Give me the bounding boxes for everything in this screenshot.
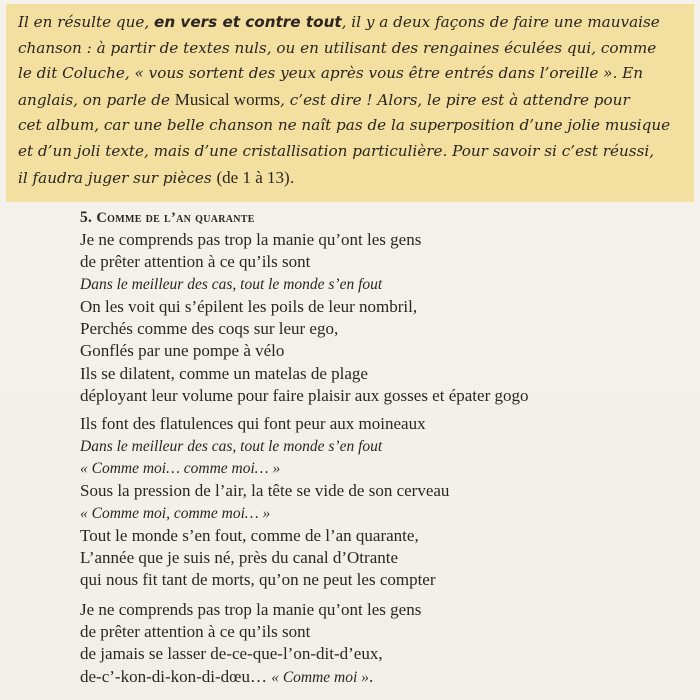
lyric-line: de jamais se lasser de-ce-que-l’on-dit-d’eux,	[80, 644, 383, 664]
lyric-text: .	[368, 666, 374, 686]
lyric-line-chorus: « Comme moi, comme moi… »	[80, 504, 271, 522]
intro-text: Il en résulte que,	[18, 13, 155, 31]
song-lyrics	[80, 207, 695, 689]
lyric-line: de prêter attention à ce qu’ils sont	[80, 622, 311, 642]
intro-text: , il y a deux façons de faire une mauvaise	[341, 13, 660, 31]
intro-text: anglais, on parle de	[18, 90, 175, 109]
lyric-quote: « Comme moi »	[271, 668, 369, 686]
intro-text: il faudra juger sur pièces	[18, 168, 217, 187]
lyric-line: On les voit qui s’épilent les poils de leur nombril,	[80, 296, 418, 316]
song-number: 5.	[80, 209, 97, 226]
song-title	[80, 207, 695, 229]
lyric-line-refrain: Dans le meilleur des cas, tout le monde s’en fout	[80, 275, 383, 293]
lyric-line: Je ne comprends pas trop la manie qu’ont les gens	[80, 599, 422, 619]
intro-term: Musical worms	[174, 89, 281, 109]
lyric-line: de prêter attention à ce qu’ils sont	[80, 252, 311, 272]
intro-line-3: le dit Coluche, « vous sortent des yeux après vous être entrés dans l’oreille ». En	[18, 64, 643, 83]
intro-line-2: chanson : à partir de textes nuls, ou en utilisant des rengaines éculées qui, comme	[18, 38, 657, 57]
lyric-line: L’année que je suis né, près du canal d’Otrante	[80, 548, 399, 568]
lyric-line: Ils font des flatulences qui font peur aux moineaux	[80, 414, 426, 434]
intro-highlight-box	[6, 4, 694, 202]
intro-line-7	[18, 165, 682, 192]
lyric-line: déployant leur volume pour faire plaisir aux gosses et épater gogo	[80, 386, 529, 406]
lyric-line: Perchés comme des coqs sur leur ego,	[80, 319, 339, 339]
intro-track-range: (de 1 à 13)	[216, 167, 290, 187]
intro-text: , c’est dire ! Alors, le pire est à attendre pour	[280, 90, 630, 109]
intro-line-1	[18, 10, 682, 36]
intro-text: .	[289, 168, 295, 187]
lyric-line: Je ne comprends pas trop la manie qu’ont les gens	[80, 230, 422, 249]
intro-line-5: cet album, car une belle chanson ne naît pas de la superposition d’une jolie musique	[18, 116, 671, 135]
intro-line-4	[18, 87, 682, 114]
lyric-line-chorus: « Comme moi… comme moi… »	[80, 459, 281, 477]
lyric-text: de-c’-kon-di-kon-di-dœu…	[80, 666, 272, 686]
lyric-line-last	[80, 666, 695, 689]
lyric-line: Gonflés par une pompe à vélo	[80, 341, 285, 361]
lyric-line: Sous la pression de l’air, la tête se vide de son cerveau	[80, 481, 450, 501]
song-title-text: Comme de l’an quarante	[96, 210, 255, 226]
lyric-line: Tout le monde s’en fout, comme de l’an quarante,	[80, 525, 419, 545]
intro-emphasis: en vers et contre tout	[154, 13, 342, 31]
lyric-line-refrain: Dans le meilleur des cas, tout le monde s’en fout	[80, 437, 383, 455]
lyric-line: Ils se dilatent, comme un matelas de plage	[80, 363, 368, 383]
intro-line-6: et d’un joli texte, mais d’une cristallisation particulière. Pour savoir si c’est réussi,	[18, 141, 655, 160]
lyric-line: qui nous fit tant de morts, qu’on ne peut les compter	[80, 570, 436, 590]
